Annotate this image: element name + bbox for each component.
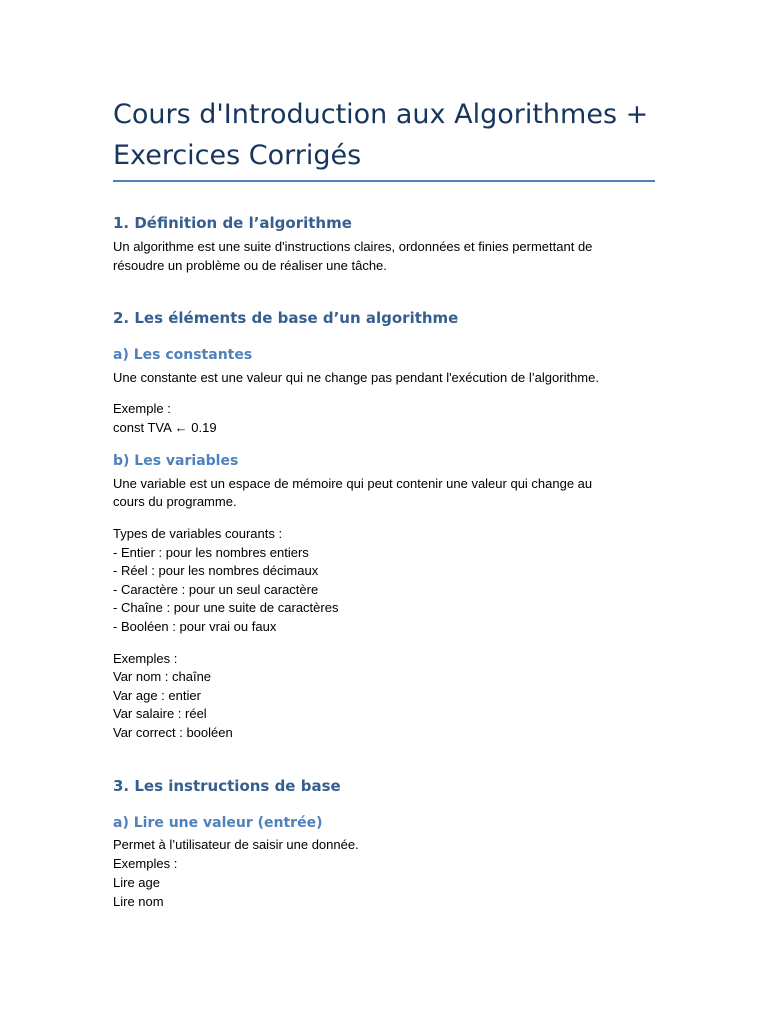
- examples-label: Exemples :: [113, 651, 178, 666]
- title-line-1: Cours d'Introduction aux Algorithmes +: [113, 99, 649, 130]
- example-code-line: Var age : entier: [113, 688, 201, 703]
- example-code-line: Var nom : chaîne: [113, 669, 212, 684]
- paragraph-line: Un algorithme est une suite d'instructions claires, ordonnées et finies permettant de: [113, 239, 593, 254]
- example-code-line: Var correct : booléen: [113, 725, 233, 740]
- section-1-heading: 1. Définition de l’algorithme: [113, 214, 352, 232]
- paragraph-line: Permet à l’utilisateur de saisir une donnée.: [113, 837, 359, 852]
- examples-label: Exemples :: [113, 856, 178, 871]
- subsection-variables-heading: b) Les variables: [113, 453, 239, 469]
- title-underline: [113, 180, 655, 182]
- example-code-line: const TVA ← 0.19: [113, 420, 217, 435]
- section-2-heading: 2. Les éléments de base d’un algorithme: [113, 309, 459, 327]
- list-item: - Booléen : pour vrai ou faux: [113, 619, 277, 634]
- title-line-2: Exercices Corrigés: [113, 140, 362, 171]
- example-label: Exemple :: [113, 401, 171, 416]
- list-item: - Chaîne : pour une suite de caractères: [113, 600, 339, 615]
- paragraph-line: résoudre un problème ou de réaliser une tâche.: [113, 258, 387, 273]
- subsection-constantes-heading: a) Les constantes: [113, 347, 253, 363]
- document-title: [113, 94, 673, 176]
- list-item: - Entier : pour les nombres entiers: [113, 545, 309, 560]
- subsection-lire-heading: a) Lire une valeur (entrée): [113, 815, 323, 831]
- example-code-line: Lire age: [113, 875, 160, 890]
- list-item: - Caractère : pour un seul caractère: [113, 582, 319, 597]
- paragraph-line: cours du programme.: [113, 494, 237, 509]
- paragraph-line: Une constante est une valeur qui ne change pas pendant l'exécution de l’algorithme.: [113, 370, 599, 385]
- types-label: Types de variables courants :: [113, 526, 283, 541]
- example-code-line: Var salaire : réel: [113, 706, 207, 721]
- list-item: - Réel : pour les nombres décimaux: [113, 563, 319, 578]
- section-3-heading: 3. Les instructions de base: [113, 777, 341, 795]
- example-code-line: Lire nom: [113, 894, 164, 909]
- paragraph-line: Une variable est un espace de mémoire qui peut contenir une valeur qui change au: [113, 476, 593, 491]
